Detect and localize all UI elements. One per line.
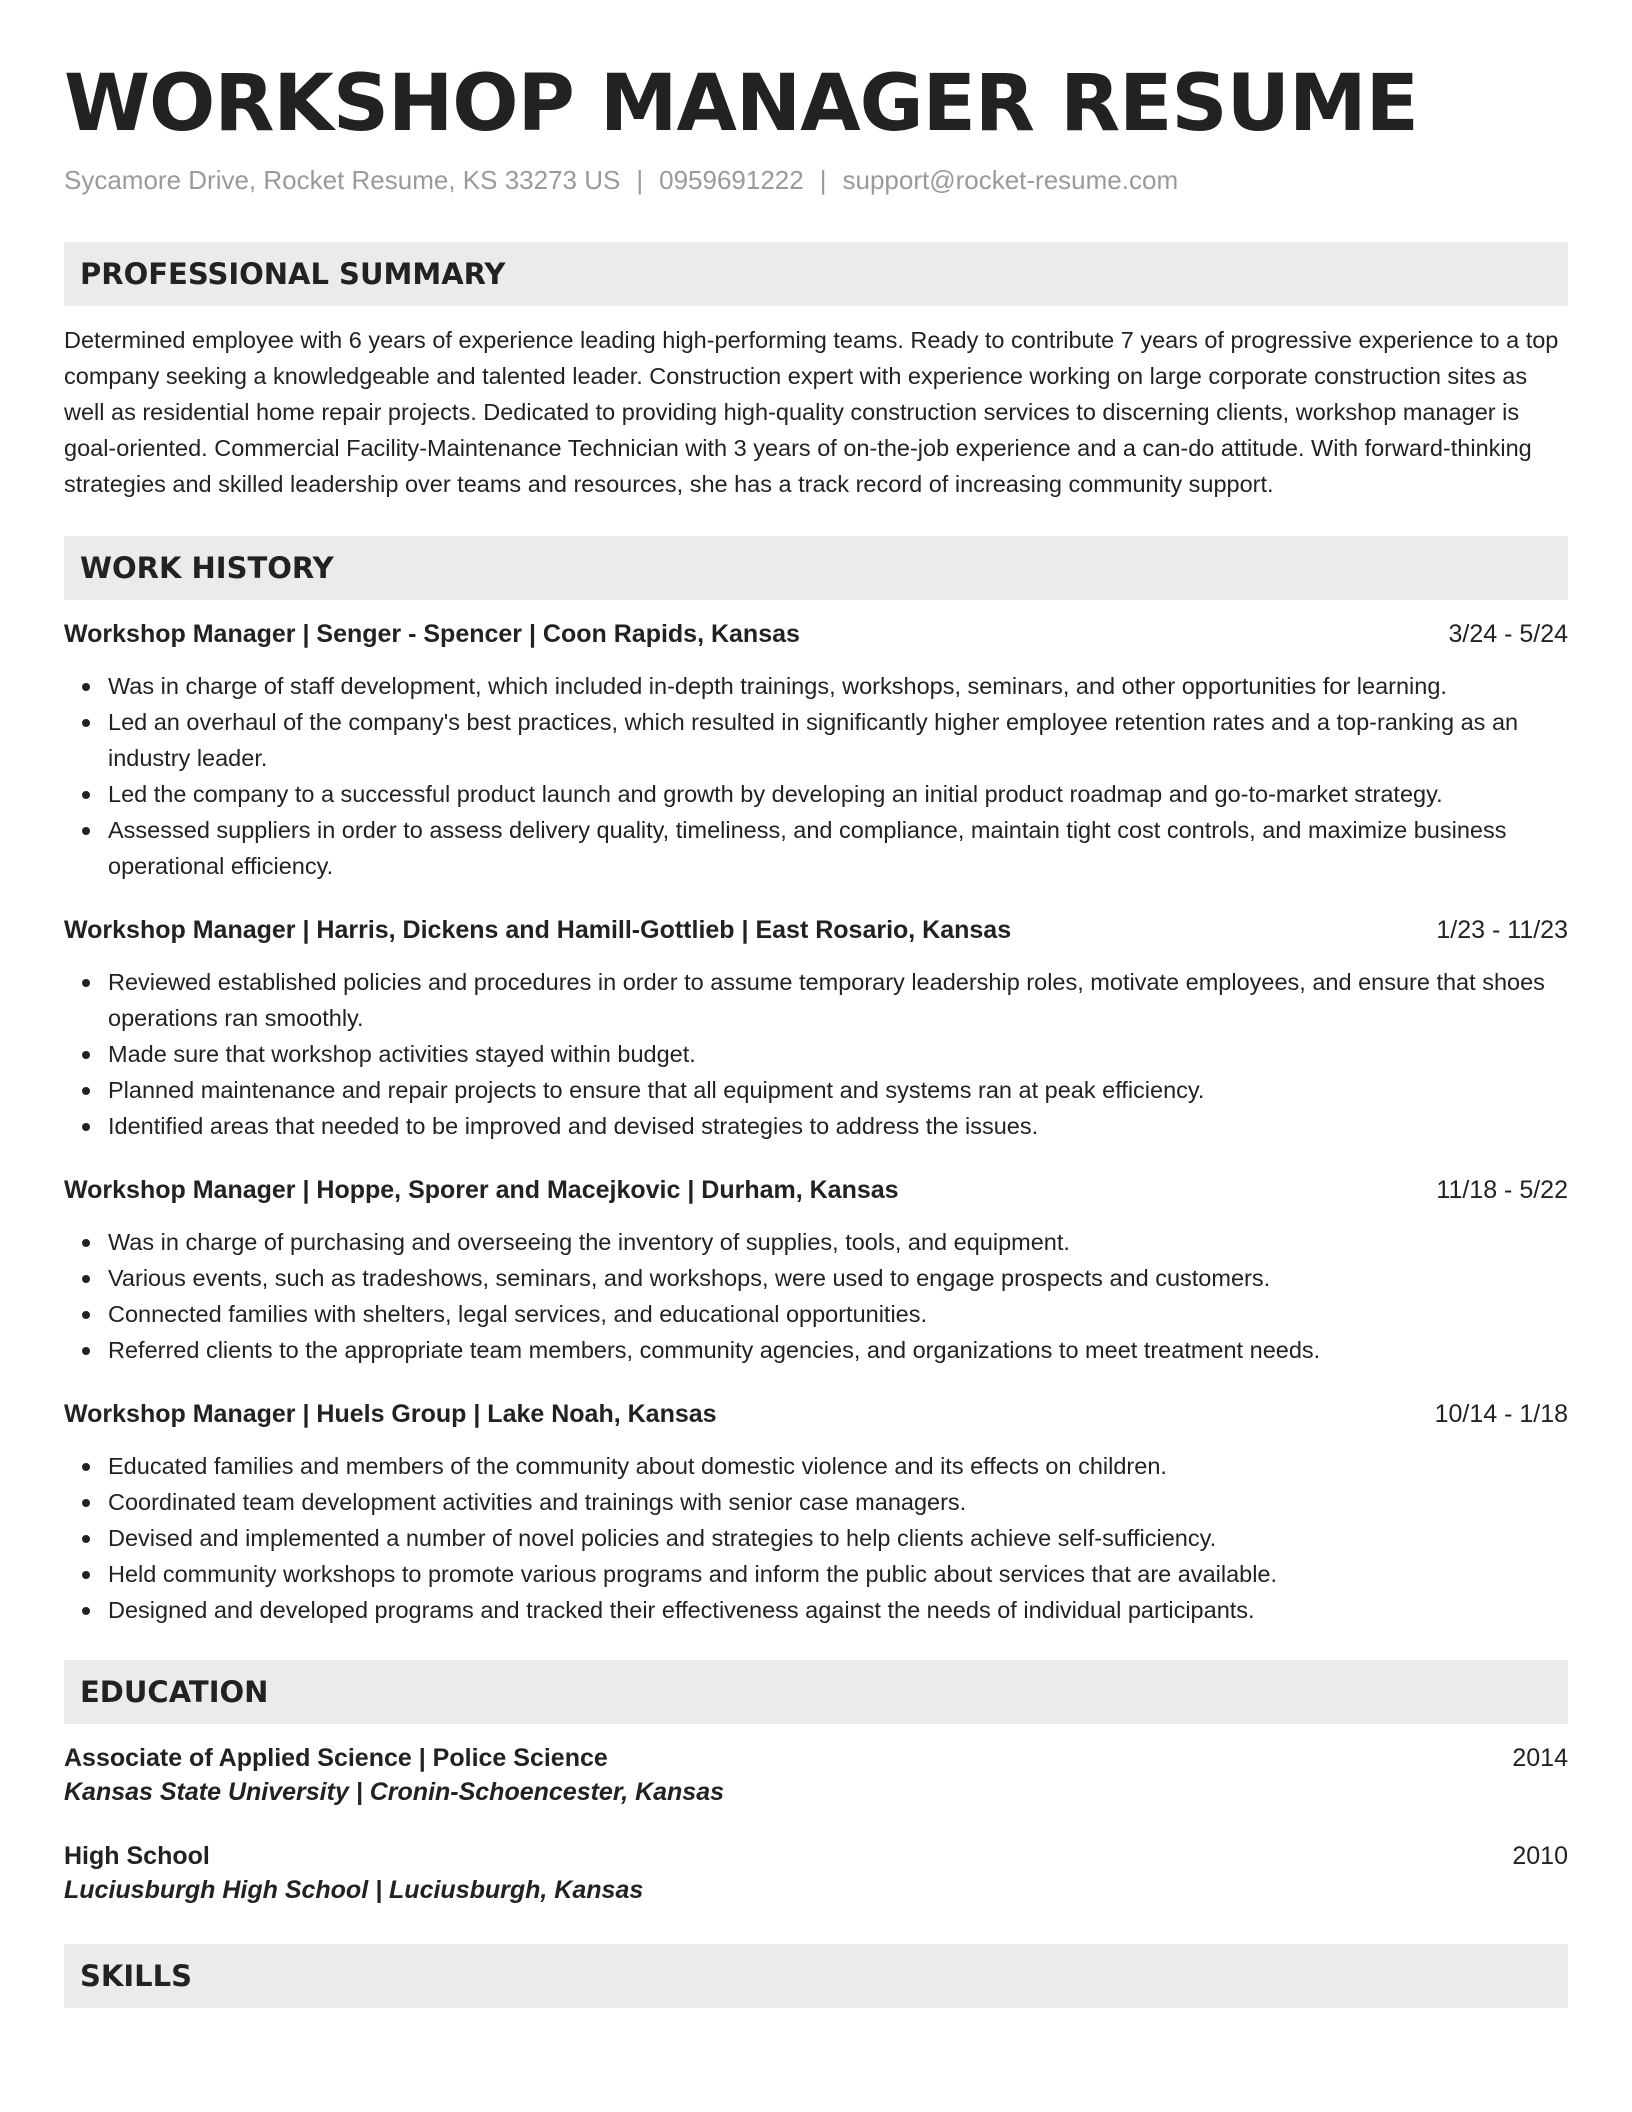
job-bullet: Held community workshops to promote various programs and inform the public about services that are available. <box>108 1556 1568 1592</box>
job-title: Workshop Manager | Huels Group | Lake Noah, Kansas <box>64 1400 717 1428</box>
job-bullet: Various events, such as tradeshows, seminars, and workshops, were used to engage prospects and customers. <box>108 1260 1568 1296</box>
job-header-row <box>64 914 1568 946</box>
contact-line <box>64 164 1568 196</box>
job-header-row <box>64 618 1568 650</box>
job-bullet: Led the company to a successful product launch and growth by developing an initial product roadmap and go-to-market strategy. <box>108 776 1568 812</box>
skills-section-header: SKILLS <box>64 1944 1568 2008</box>
contact-address: Sycamore Drive, Rocket Resume, KS 33273 US <box>64 165 621 195</box>
job-bullet-list <box>64 1448 1568 1628</box>
job-title: Workshop Manager | Senger - Spencer | Coon Rapids, Kansas <box>64 620 800 648</box>
education-year: 2014 <box>1512 1744 1568 1772</box>
job-dates: 3/24 - 5/24 <box>1448 620 1568 648</box>
job-entry <box>64 914 1568 1144</box>
contact-email: support@rocket-resume.com <box>842 165 1179 195</box>
job-bullet-list <box>64 668 1568 884</box>
job-bullet-list <box>64 964 1568 1144</box>
job-bullet: Coordinated team development activities and trainings with senior case managers. <box>108 1484 1568 1520</box>
summary-section-header: PROFESSIONAL SUMMARY <box>64 242 1568 306</box>
contact-separator: | <box>636 165 644 195</box>
job-bullet-list <box>64 1224 1568 1368</box>
job-bullet: Referred clients to the appropriate team members, community agencies, and organizations to meet treatment needs. <box>108 1332 1568 1368</box>
job-bullet: Identified areas that needed to be improved and devised strategies to address the issues. <box>108 1108 1568 1144</box>
job-bullet: Educated families and members of the community about domestic violence and its effects on children. <box>108 1448 1568 1484</box>
job-bullet: Assessed suppliers in order to assess delivery quality, timeliness, and compliance, maintain tight cost controls, and maximize business operational efficiency. <box>108 812 1568 884</box>
contact-separator: | <box>819 165 827 195</box>
education-entry <box>64 1840 1568 1908</box>
education-degree: High School <box>64 1842 210 1870</box>
job-bullet: Connected families with shelters, legal services, and educational opportunities. <box>108 1296 1568 1332</box>
job-dates: 11/18 - 5/22 <box>1436 1176 1568 1204</box>
job-bullet: Devised and implemented a number of novel policies and strategies to help clients achieve self-sufficiency. <box>108 1520 1568 1556</box>
job-entry <box>64 618 1568 884</box>
job-header-row <box>64 1174 1568 1206</box>
contact-phone: 0959691222 <box>659 165 804 195</box>
job-header-row <box>64 1398 1568 1430</box>
education-school: Luciusburgh High School | Luciusburgh, Kansas <box>64 1876 644 1904</box>
resume-title: WORKSHOP MANAGER RESUME <box>64 59 1418 149</box>
job-entry <box>64 1398 1568 1628</box>
job-dates: 1/23 - 11/23 <box>1436 916 1568 944</box>
job-bullet: Reviewed established policies and procedures in order to assume temporary leadership roles, motivate employees, and ensure that shoes operations ran smoothly. <box>108 964 1568 1036</box>
job-dates: 10/14 - 1/18 <box>1434 1400 1568 1428</box>
job-bullet: Planned maintenance and repair projects to ensure that all equipment and systems ran at peak efficiency. <box>108 1072 1568 1108</box>
education-header-row <box>64 1840 1568 1872</box>
summary-text: Determined employee with 6 years of experience leading high-performing teams. Ready to contribute 7 years of progressive experience to a top company seeking a knowledgeable and talented leader. Construction expert with experience working on large corporate construction sites as well as residential home repair projects. Dedicated to providing high-quality construction services to discerning clients, workshop manager is goal-oriented. Commercial Facility-Maintenance Technician with 3 years of on-the-job experience and a can-do attitude. With forward-thinking strategies and skilled leadership over teams and resources, she has a track record of increasing community support. <box>64 327 1559 497</box>
job-title: Workshop Manager | Hoppe, Sporer and Macejkovic | Durham, Kansas <box>64 1176 899 1204</box>
work-history-section-header: WORK HISTORY <box>64 536 1568 600</box>
job-bullet: Led an overhaul of the company's best practices, which resulted in significantly higher employee retention rates and a top-ranking as an industry leader. <box>108 704 1568 776</box>
job-bullet: Designed and developed programs and tracked their effectiveness against the needs of individual participants. <box>108 1592 1568 1628</box>
education-section-header: EDUCATION <box>64 1660 1568 1724</box>
education-entry <box>64 1742 1568 1810</box>
education-degree: Associate of Applied Science | Police Science <box>64 1744 608 1772</box>
education-year: 2010 <box>1512 1842 1568 1870</box>
education-school: Kansas State University | Cronin-Schoencester, Kansas <box>64 1778 725 1806</box>
job-bullet: Was in charge of purchasing and overseeing the inventory of supplies, tools, and equipment. <box>108 1224 1568 1260</box>
job-entry <box>64 1174 1568 1368</box>
job-bullet: Made sure that workshop activities stayed within budget. <box>108 1036 1568 1072</box>
education-header-row <box>64 1742 1568 1774</box>
job-bullet: Was in charge of staff development, which included in-depth trainings, workshops, seminars, and other opportunities for learning. <box>108 668 1568 704</box>
job-title: Workshop Manager | Harris, Dickens and Hamill-Gottlieb | East Rosario, Kansas <box>64 916 1012 944</box>
